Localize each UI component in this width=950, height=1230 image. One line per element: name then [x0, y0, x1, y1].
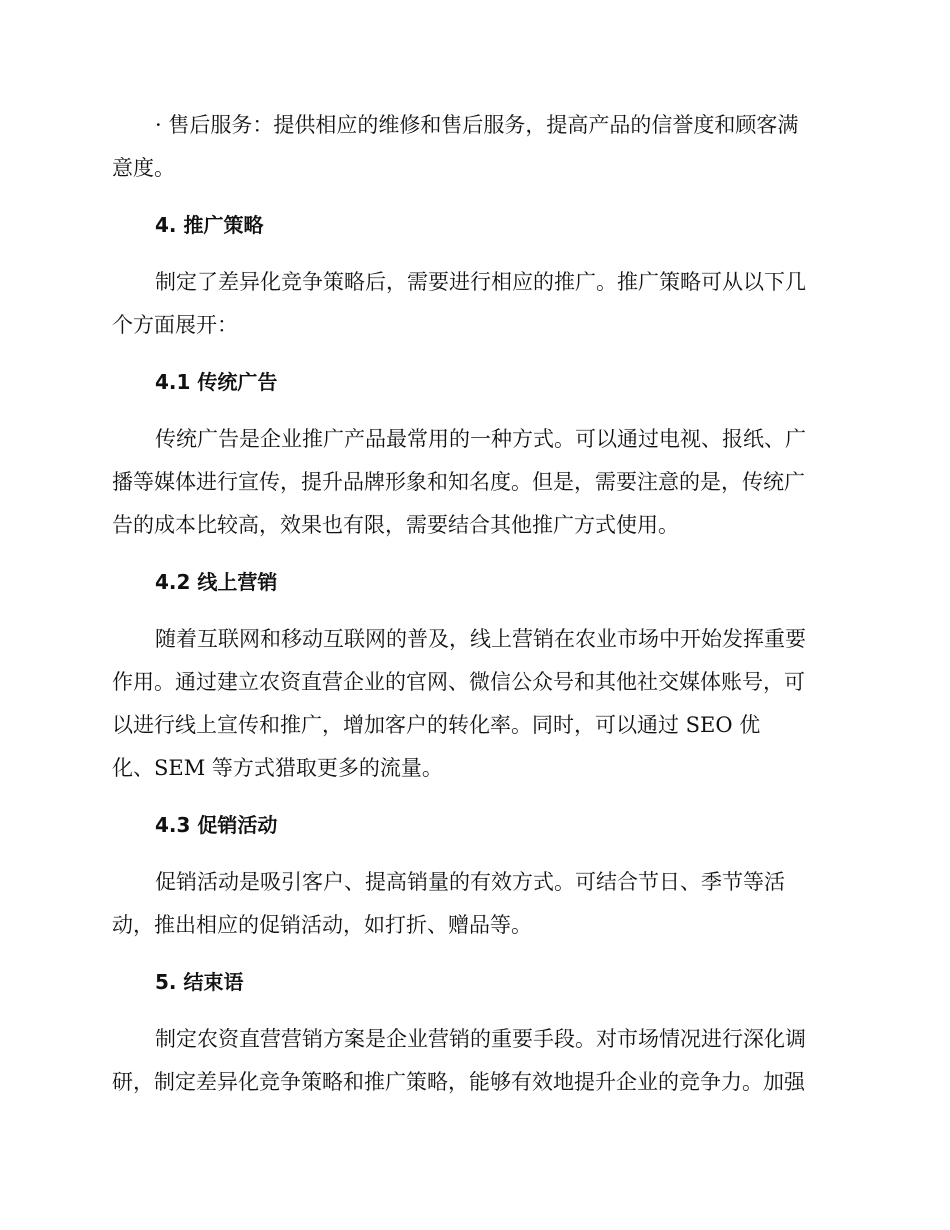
paragraph-after-sales [112, 104, 832, 190]
text-line: · 售后服务：提供相应的维修和售后服务，提高产品的信誉度和顾客满 [155, 113, 799, 137]
text-line: 制定了差异化竞争策略后，需要进行相应的推广。推广策略可从以下几 [155, 270, 806, 294]
text-line: 随着互联网和移动互联网的普及，线上营销在农业市场中开始发挥重要 [155, 627, 806, 651]
text-line: 播等媒体进行宣传，提升品牌形象和知名度。但是，需要注意的是，传统广 [112, 470, 805, 494]
text-line: 促销活动是吸引客户、提高销量的有效方式。可结合节日、季节等活 [155, 870, 785, 894]
section-heading-traditional-ads: 4.1 传统广告 [155, 370, 278, 394]
paragraph-traditional-ads [112, 418, 832, 547]
paragraph-promotion-intro [112, 261, 832, 347]
text-line: 以进行线上宣传和推广，增加客户的转化率。同时，可以通过 SEO 优 [112, 713, 761, 737]
text-line: 研，制定差异化竞争策略和推广策略，能够有效地提升企业的竞争力。加强 [112, 1070, 805, 1094]
text-line: 意度。 [112, 156, 175, 180]
paragraph-promotions [112, 861, 832, 947]
text-line: 作用。通过建立农资直营企业的官网、微信公众号和其他社交媒体账号，可 [112, 670, 805, 694]
text-line: 制定农资直营营销方案是企业营销的重要手段。对市场情况进行深化调 [155, 1027, 806, 1051]
text-line: 传统广告是企业推广产品最常用的一种方式。可以通过电视、报纸、广 [155, 427, 806, 451]
text-line: 告的成本比较高，效果也有限，需要结合其他推广方式使用。 [112, 513, 679, 537]
paragraph-conclusion [112, 1018, 832, 1104]
text-line: 动，推出相应的促销活动，如打折、赠品等。 [112, 913, 532, 937]
document-page [112, 104, 832, 1118]
section-heading-promotion: 4. 推广策略 [155, 213, 264, 237]
section-heading-conclusion: 5. 结束语 [155, 970, 244, 994]
paragraph-online-marketing [112, 618, 832, 790]
text-line: 化、SEM 等方式猎取更多的流量。 [112, 756, 443, 780]
section-heading-promotions: 4.3 促销活动 [155, 813, 278, 837]
section-heading-online-marketing: 4.2 线上营销 [155, 570, 278, 594]
text-line: 个方面展开： [112, 313, 238, 337]
